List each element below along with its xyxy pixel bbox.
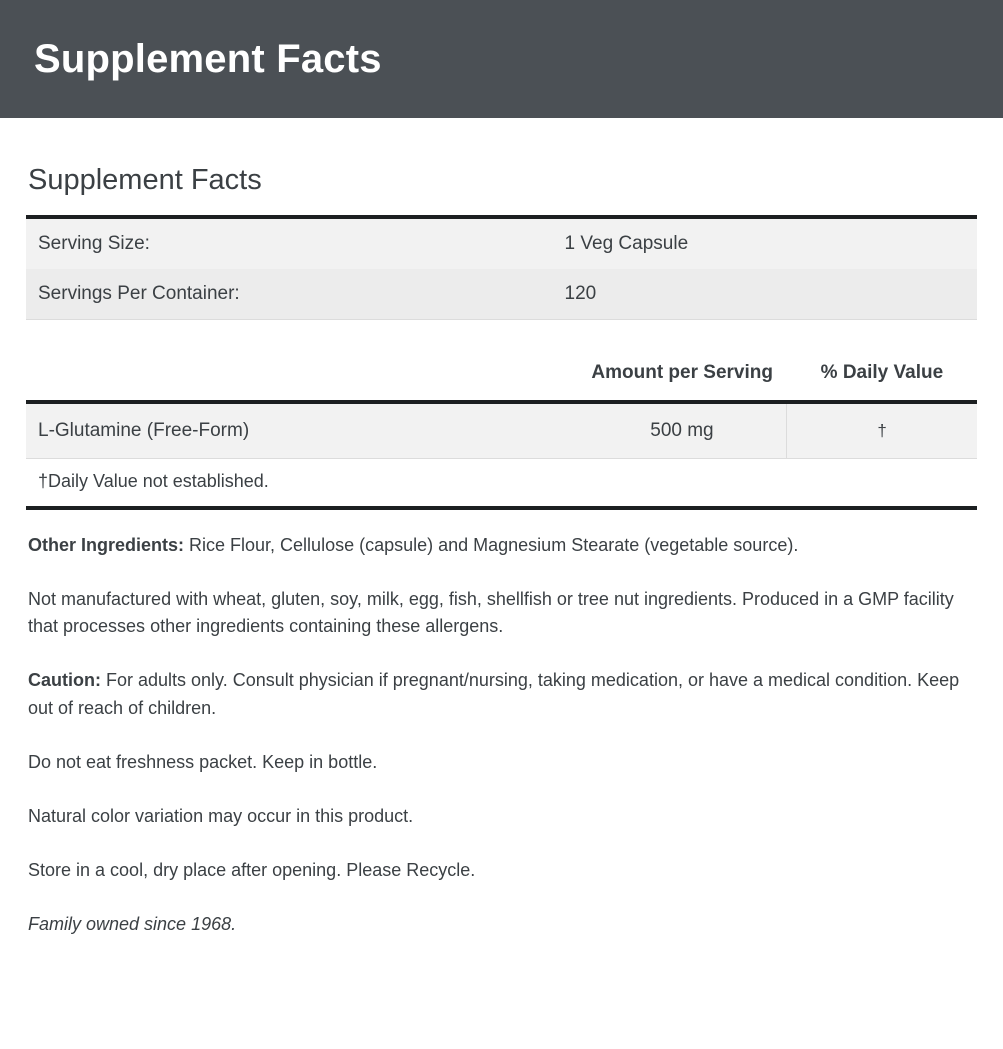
serving-info-table bbox=[26, 215, 977, 320]
servings-per-container-value: 120 bbox=[564, 283, 597, 304]
other-ingredients-text: Rice Flour, Cellulose (capsule) and Magnesium Stearate (vegetable source). bbox=[184, 534, 799, 555]
product-notes bbox=[26, 510, 977, 979]
page-content bbox=[0, 164, 1003, 979]
table-row bbox=[26, 217, 977, 269]
allergen-paragraph: Not manufactured with wheat, gluten, soy, milk, egg, fish, shellfish or tree nut ingredients. Produced in a GMP facility that processes other ingredients containing these allergens. bbox=[28, 588, 954, 637]
page-banner bbox=[0, 0, 1003, 118]
servings-per-container-label: Servings Per Container: bbox=[38, 283, 240, 304]
table-row bbox=[26, 402, 977, 459]
caution-paragraph bbox=[28, 667, 975, 723]
freshness-paragraph: Do not eat freshness packet. Keep in bottle. bbox=[28, 752, 378, 773]
table-row bbox=[26, 269, 977, 320]
nutrient-amount: 500 mg bbox=[578, 402, 787, 459]
serving-size-value: 1 Veg Capsule bbox=[564, 233, 689, 254]
other-ingredients-label: Other Ingredients: bbox=[28, 534, 185, 555]
panel-title: Supplement Facts bbox=[28, 164, 262, 196]
storage-paragraph: Store in a cool, dry place after opening. Please Recycle. bbox=[28, 859, 476, 880]
caution-label: Caution: bbox=[28, 670, 101, 691]
nutrient-table bbox=[26, 354, 977, 459]
other-ingredients-paragraph bbox=[28, 532, 975, 560]
nutrient-section bbox=[26, 354, 977, 510]
serving-size-label: Serving Size: bbox=[38, 233, 150, 254]
nutrient-name: L-Glutamine (Free-Form) bbox=[26, 402, 578, 459]
banner-title: Supplement Facts bbox=[34, 37, 382, 81]
nutrient-name-header bbox=[26, 354, 578, 402]
nutrient-daily-value: † bbox=[787, 402, 977, 459]
amount-per-serving-header: Amount per Serving bbox=[591, 362, 773, 383]
daily-value-footnote: †Daily Value not established. bbox=[26, 459, 977, 510]
nutrient-table-header-row bbox=[26, 354, 977, 402]
daily-value-header: % Daily Value bbox=[820, 362, 944, 383]
family-owned-paragraph: Family owned since 1968. bbox=[28, 913, 237, 934]
caution-text: For adults only. Consult physician if pregnant/nursing, taking medication, or have a medical condition. Keep out of reach of children. bbox=[28, 670, 960, 719]
color-variation-paragraph: Natural color variation may occur in this product. bbox=[28, 805, 414, 826]
